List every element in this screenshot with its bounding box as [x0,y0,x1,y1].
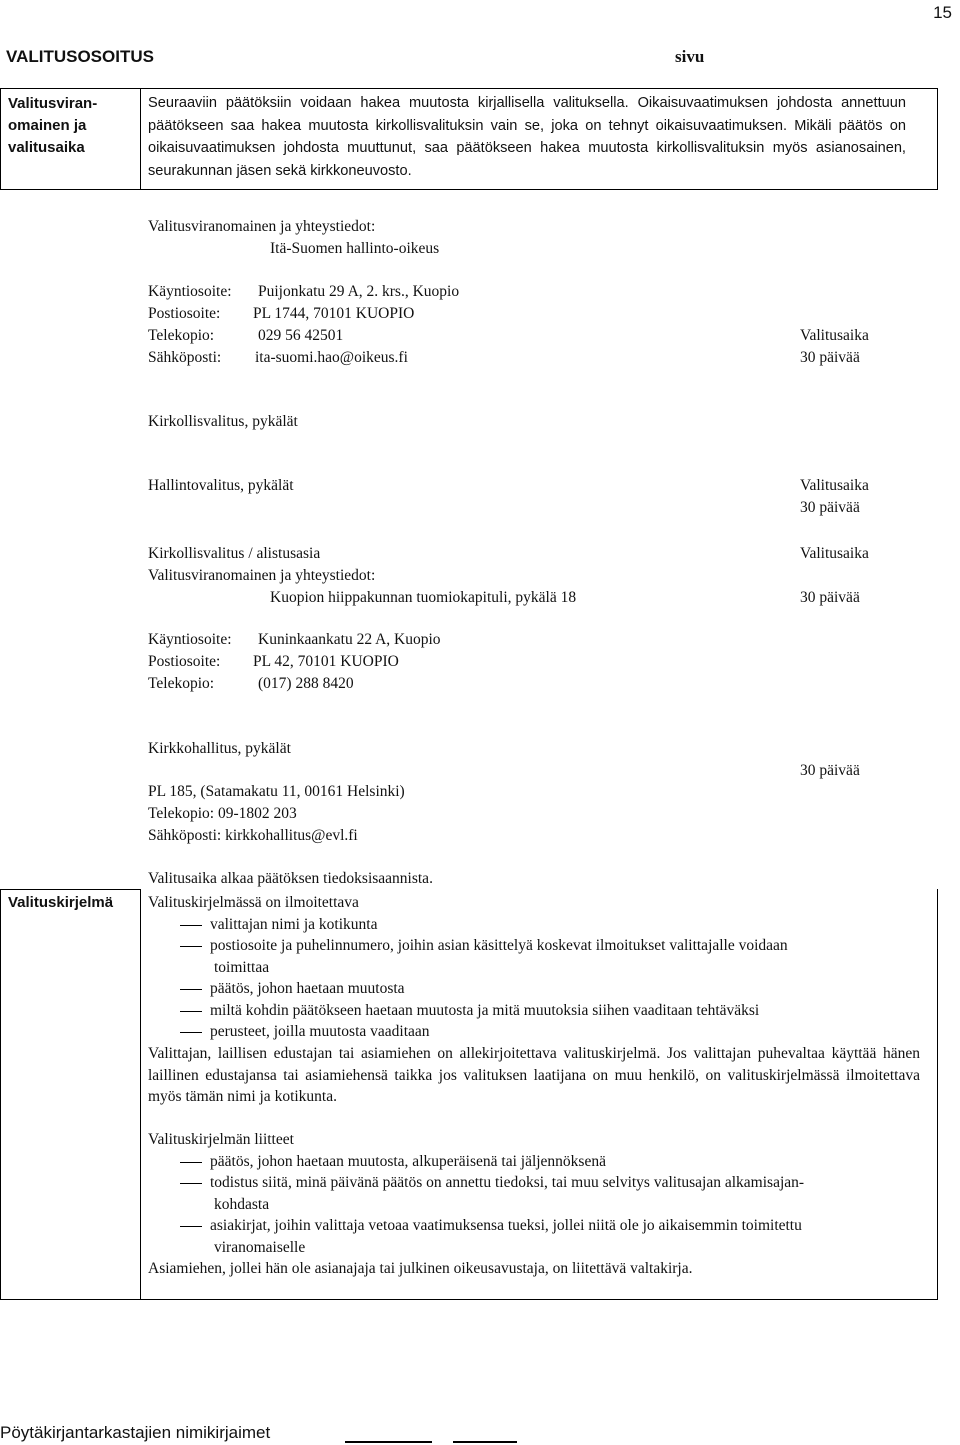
list-item-continuation: toimittaa [214,959,270,976]
kirkkohallitus-address: PL 185, (Satamakatu 11, 00161 Helsinki) [148,783,405,800]
liitteet-heading: Valituskirjelmän liitteet [148,1131,294,1148]
final-paragraph: Asiamiehen, jollei hän ole asianajaja tai julkinen oikeusavustaja, on liitettävä valtakirja. [148,1260,693,1277]
authority2-kaynti: Käyntiosoite: Kuninkaankatu 22 A, Kuopio [148,631,441,648]
initials-line-1[interactable] [345,1441,432,1443]
kirkkohallitus-tele: Telekopio: 09-1802 203 [148,805,297,822]
box2-bottom [0,1299,938,1300]
box1-right [937,88,938,190]
kirkkohallitus-label: Kirkkohallitus, pykälät [148,740,291,757]
authority1-posti: Postiosoite: PL 1744, 70101 KUOPIO [148,305,415,322]
box2-left [0,889,1,1300]
document-title: VALITUSOSOITUS [6,47,154,66]
section2-intro: Valituskirjelmässä on ilmoitettava [148,894,359,911]
authority2-tele: Telekopio: (017) 288 8420 [148,675,354,692]
authority1-aika-label: Valitusaika [800,327,869,344]
section-label-authority: Valitusviran- omainen ja valitusaika [8,95,98,156]
list-item-continuation: viranomaiselle [214,1239,306,1256]
initials-line-2[interactable] [453,1441,517,1443]
box1-bottom [0,189,938,190]
box2-right [937,889,938,1300]
kirkkohallitus-email: Sähköposti: kirkkohallitus@evl.fi [148,827,358,844]
kirkollisvalitus-label: Kirkollisvalitus, pykälät [148,413,298,430]
authority2-name: Kuopion hiippakunnan tuomiokapituli, pykälä 18 [270,589,577,606]
box2-divider [140,889,141,1300]
authority2-posti: Postiosoite: PL 42, 70101 KUOPIO [148,653,399,670]
hallintovalitus-aika-label: Valitusaika [800,477,869,494]
page-number: 15 [933,3,952,22]
box2-top [0,889,140,890]
valitusaika-note: Valitusaika alkaa päätöksen tiedoksisaannista. [148,870,433,887]
footer-initials-label: Pöytäkirjantarkastajien nimikirjaimet [0,1423,271,1442]
section-label-valituskirjelma: Valituskirjelmä [8,894,114,911]
box1-divider [140,88,141,190]
authority1-name: Itä-Suomen hallinto-oikeus [270,240,440,257]
kirkkohallitus-aika-value: 30 päivää [800,762,860,779]
authority1-email: Sähköposti: ita-suomi.hao@oikeus.fi [148,349,408,366]
page-label: sivu [675,47,705,66]
authority2-aika-label: Valitusaika [800,545,869,562]
authority2-line1: Kirkollisvalitus / alistusasia [148,545,321,562]
signature-paragraph: Valittajan, laillisen edustajan tai asiamiehen on allekirjoitettava valituskirjelmä. Jos valittajan puhevaltaa käyttää hänen laillinen edustajansa tai asiamiehensä taikka jos valituksen laatijana on muu henkilö, on valituskirjelmässä ilmoitettava myös tämän nimi ja kotikunta. [148,1045,920,1105]
box1-left [0,88,1,190]
hallintovalitus-aika-value: 30 päivää [800,499,860,516]
section1-body: Seuraaviin päätöksiin voidaan hakea muutosta kirjallisella valituksella. Oikaisuvaatimuksen johdosta annettuun päätökseen saa hakea muutosta kirkollisvalituksin vain se, joka on tehnyt oikaisuvaatimuksen. Mikäli päätös on oikaisuvaatimuksen johdosta muuttunut, saa päätökseen hakea muutosta kirkollisvalituksin myös asianosainen, seurakunnan jäsen sekä kirkkoneuvosto. [148,95,906,179]
hallintovalitus-label: Hallintovalitus, pykälät [148,477,294,494]
authority1-tele: Telekopio: 029 56 42501 [148,327,344,344]
list-item-continuation: kohdasta [214,1196,270,1213]
authority2-aika-value: 30 päivää [800,589,860,606]
authority2-heading: Valitusviranomainen ja yhteystiedot: [148,567,376,584]
authority1-aika-value: 30 päivää [800,349,860,366]
authority1-heading: Valitusviranomainen ja yhteystiedot: [148,218,376,235]
authority1-kaynti: Käyntiosoite: Puijonkatu 29 A, 2. krs., Kuopio [148,283,460,300]
